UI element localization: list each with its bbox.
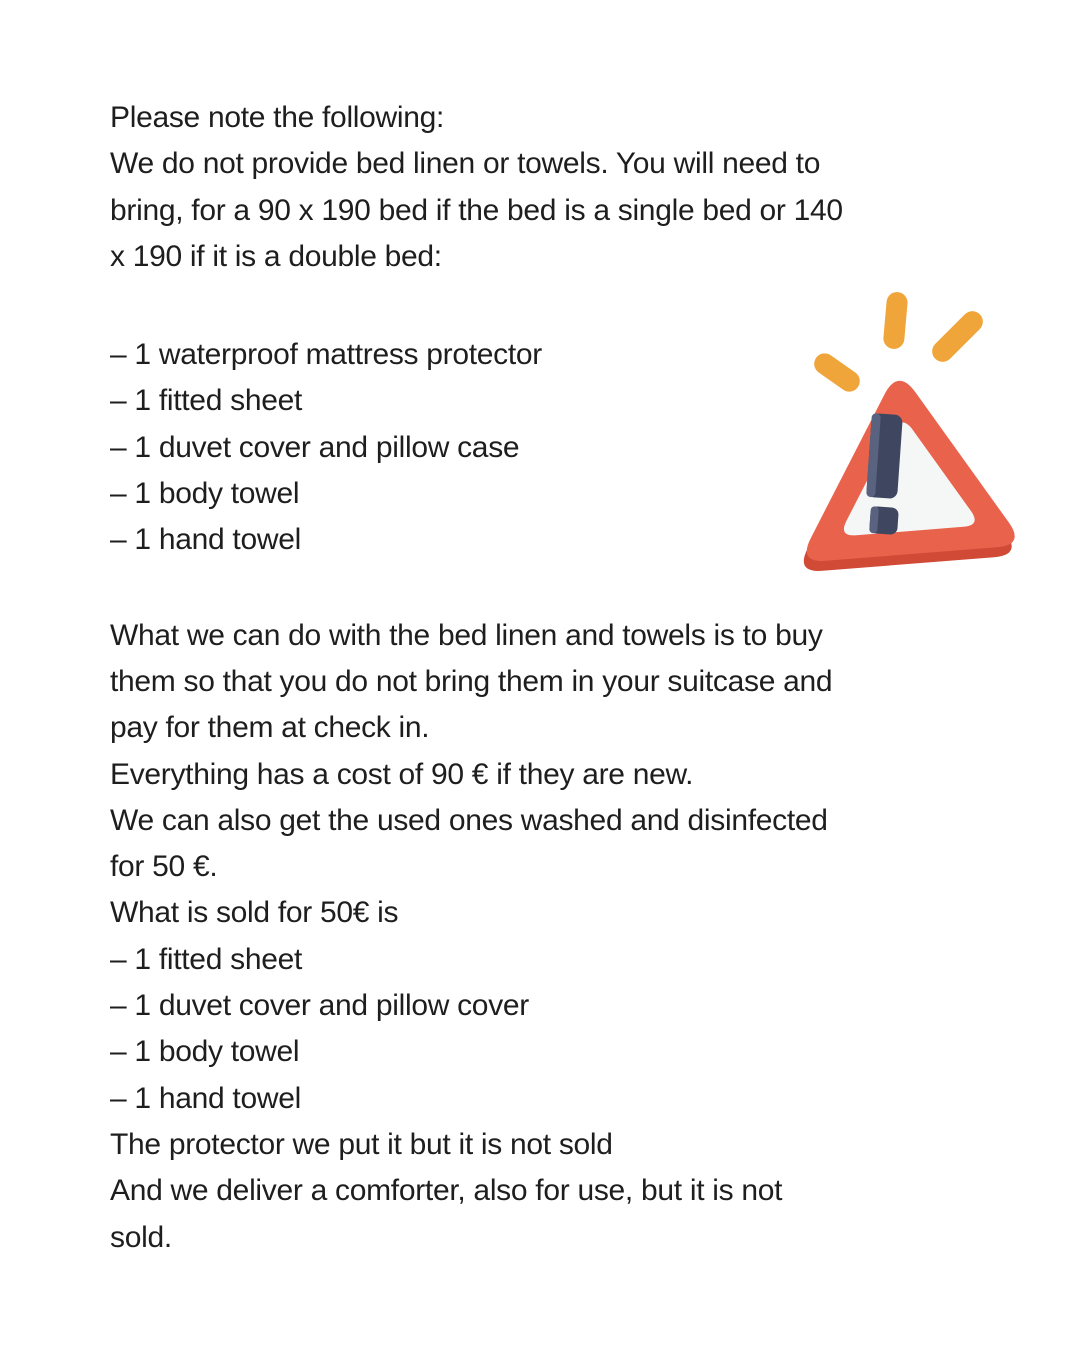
warning-triangle-graphic <box>783 280 1033 580</box>
text-line: bring, for a 90 x 190 bed if the bed is a single bed or 140 <box>110 193 843 227</box>
bring-list <box>110 332 843 563</box>
text-line: What is sold for 50€ is <box>110 896 399 930</box>
list-item: – 1 fitted sheet <box>110 942 303 976</box>
text-line: We can also get the used ones washed and disinfected <box>110 803 828 837</box>
list-item: – 1 body towel <box>110 477 300 511</box>
list-item: – 1 waterproof mattress protector <box>110 338 542 372</box>
text-line: sold. <box>110 1220 172 1254</box>
text-line: them so that you do not bring them in your suitcase and <box>110 664 833 698</box>
text-line: Everything has a cost of 90 € if they are new. <box>110 757 694 791</box>
text-line: The protector we put it but it is not sold <box>110 1127 613 1161</box>
text-line: What we can do with the bed linen and towels is to buy <box>110 618 823 652</box>
list-item: – 1 hand towel <box>110 523 301 557</box>
text-line: We do not provide bed linen or towels. You will need to <box>110 147 821 181</box>
exclamation-mark-icon <box>866 413 903 535</box>
list-item: – 1 hand towel <box>110 1081 301 1115</box>
text-line: pay for them at check in. <box>110 711 430 745</box>
list-item: – 1 duvet cover and pillow cover <box>110 989 529 1023</box>
list-item: – 1 body towel <box>110 1035 300 1069</box>
notice-text <box>110 95 843 1261</box>
ray-middle-icon <box>883 291 909 350</box>
offer-block <box>110 613 843 1261</box>
warning-exclamation-icon <box>783 280 1033 580</box>
list-item: – 1 duvet cover and pillow case <box>110 430 520 464</box>
notice-heading: Please note the following: <box>110 101 445 134</box>
list-item: – 1 fitted sheet <box>110 384 303 418</box>
ray-right-icon <box>928 307 987 366</box>
text-line: for 50 €. <box>110 850 218 884</box>
text-line: x 190 if it is a double bed: <box>110 239 442 273</box>
intro-block <box>110 95 843 280</box>
ray-left-icon <box>810 349 864 395</box>
text-line: And we deliver a comforter, also for use, but it is not <box>110 1174 783 1208</box>
